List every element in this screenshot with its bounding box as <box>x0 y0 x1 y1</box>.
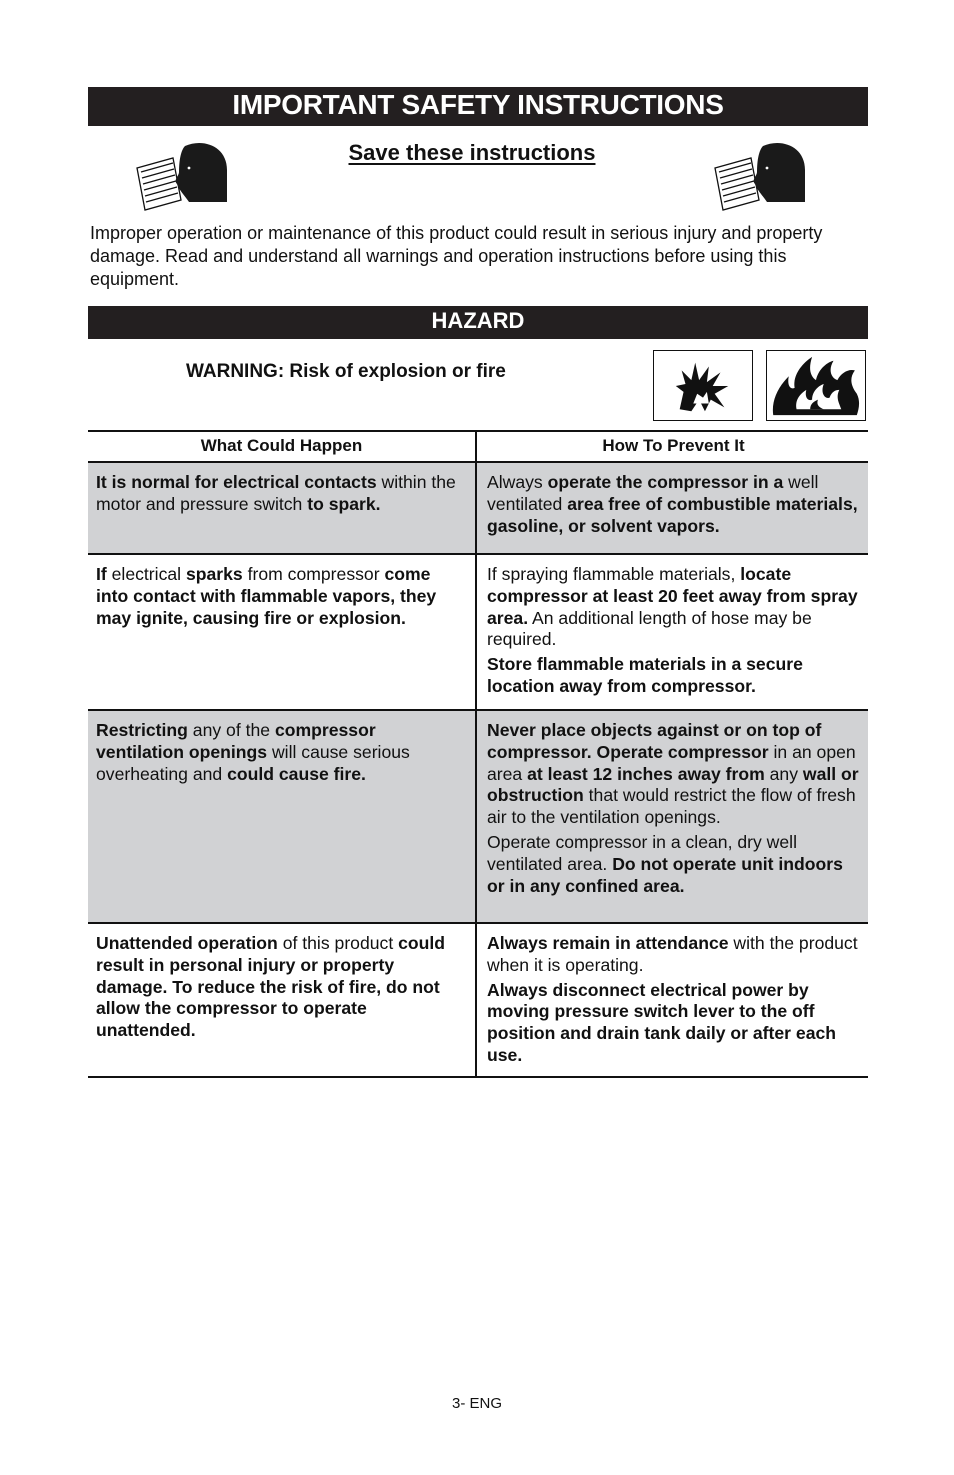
fire-symbol-box <box>766 350 866 421</box>
text: within the motor and pressure switch <box>96 472 456 514</box>
cell-paragraph <box>487 654 860 698</box>
text: any of the <box>187 720 275 740</box>
table-row <box>88 709 868 922</box>
cell-paragraph <box>487 832 860 897</box>
bold-text: locate compressor at least 20 feet away from spray area. <box>487 564 858 628</box>
fire-icon <box>767 351 865 420</box>
save-instructions-heading: Save these instructions <box>348 140 596 165</box>
bold-text: operate the compressor in a <box>547 472 784 492</box>
bold-text: wall or obstruction <box>487 763 859 806</box>
text: If spraying flammable materials, <box>487 564 741 584</box>
table-body <box>88 461 868 1076</box>
bold-text: Restricting <box>96 720 188 740</box>
page-number: 3- ENG <box>451 1395 502 1412</box>
cell-paragraph <box>487 564 860 651</box>
cell-paragraph <box>96 720 467 785</box>
bold-text: Store flammable materials in a secure location away from compressor. <box>487 654 803 696</box>
explosion-icon <box>654 351 752 420</box>
bold-text: Never place objects against or on top of compressor. Operate compressor <box>487 720 822 762</box>
text: in an open area <box>487 741 856 784</box>
bold-text: to spark. <box>307 493 381 514</box>
how-to-prevent-cell <box>477 711 868 922</box>
text: from compressor <box>242 564 385 584</box>
text: with the product when it is operating. <box>487 933 858 975</box>
hazard-heading: HAZARD <box>88 306 868 339</box>
what-could-happen-cell <box>88 555 477 709</box>
bold-text: sparks <box>185 564 243 584</box>
column-header-how-to-prevent-it: How To Prevent It <box>602 436 745 455</box>
bold-text: Unattended operation <box>96 933 278 953</box>
cell-paragraph <box>487 933 860 977</box>
text: of this product <box>277 933 399 953</box>
bold-text: compressor ventilation openings <box>96 720 376 762</box>
table-row <box>88 461 868 553</box>
bold-text: could cause fire. <box>227 763 366 784</box>
bold-text: If <box>96 564 107 584</box>
cell-paragraph <box>96 933 467 1042</box>
how-to-prevent-cell <box>477 924 868 1076</box>
table-header <box>88 430 868 461</box>
text: any <box>764 763 803 784</box>
read-manual-icon <box>711 140 807 214</box>
text: An additional length of hose may be required. <box>487 607 812 650</box>
column-header-what-could-happen: What Could Happen <box>88 432 477 461</box>
cell-paragraph <box>96 564 467 629</box>
bold-text: Do not operate unit indoors or in any confined area. <box>487 853 843 896</box>
text: well ventilated <box>487 472 819 514</box>
table-row <box>88 922 868 1076</box>
text: will cause serious overheating and <box>96 741 410 784</box>
table-bottom-rule <box>88 1076 868 1078</box>
how-to-prevent-cell <box>477 463 868 553</box>
cell-paragraph <box>487 472 860 537</box>
bold-text: Always remain in attendance <box>487 933 729 953</box>
bold-text: Always disconnect electrical power by moving pressure switch lever to the off position and drain tank daily or after each use. <box>487 979 837 1065</box>
hazard-table <box>88 430 868 1078</box>
warning-text: WARNING: Risk of explosion or fire <box>186 361 506 382</box>
cell-paragraph <box>487 980 860 1067</box>
intro-paragraph: Improper operation or maintenance of this product could result in serious injury and property damage. Read and understand all warnings and operation instructions before using this equipment. <box>90 223 823 289</box>
what-could-happen-cell <box>88 711 477 922</box>
text: Operate compressor in a clean, dry well ventilated area. <box>487 831 797 874</box>
how-to-prevent-cell <box>477 555 868 709</box>
page-title: IMPORTANT SAFETY INSTRUCTIONS <box>88 87 868 126</box>
cell-paragraph <box>487 720 860 829</box>
text: electrical <box>106 564 186 584</box>
explosion-symbol-box <box>653 350 753 421</box>
bold-text: It is normal for electrical contacts <box>96 472 377 492</box>
table-row <box>88 553 868 709</box>
text: that would restrict the flow of fresh air to the ventilation openings. <box>487 785 856 828</box>
bold-text: could result in personal injury or property damage. To reduce the risk of fire, do not allow the compressor to operate unattended. <box>96 933 446 1041</box>
cell-paragraph <box>96 472 467 516</box>
what-could-happen-cell <box>88 924 477 1076</box>
bold-text: at least 12 inches away from <box>527 763 765 784</box>
what-could-happen-cell <box>88 463 477 553</box>
bold-text: area free of combustible materials, gasoline, or solvent vapors. <box>487 493 858 536</box>
bold-text: come into contact with flammable vapors, they may ignite, causing fire or explosion. <box>96 564 437 628</box>
text: Always <box>487 472 548 492</box>
